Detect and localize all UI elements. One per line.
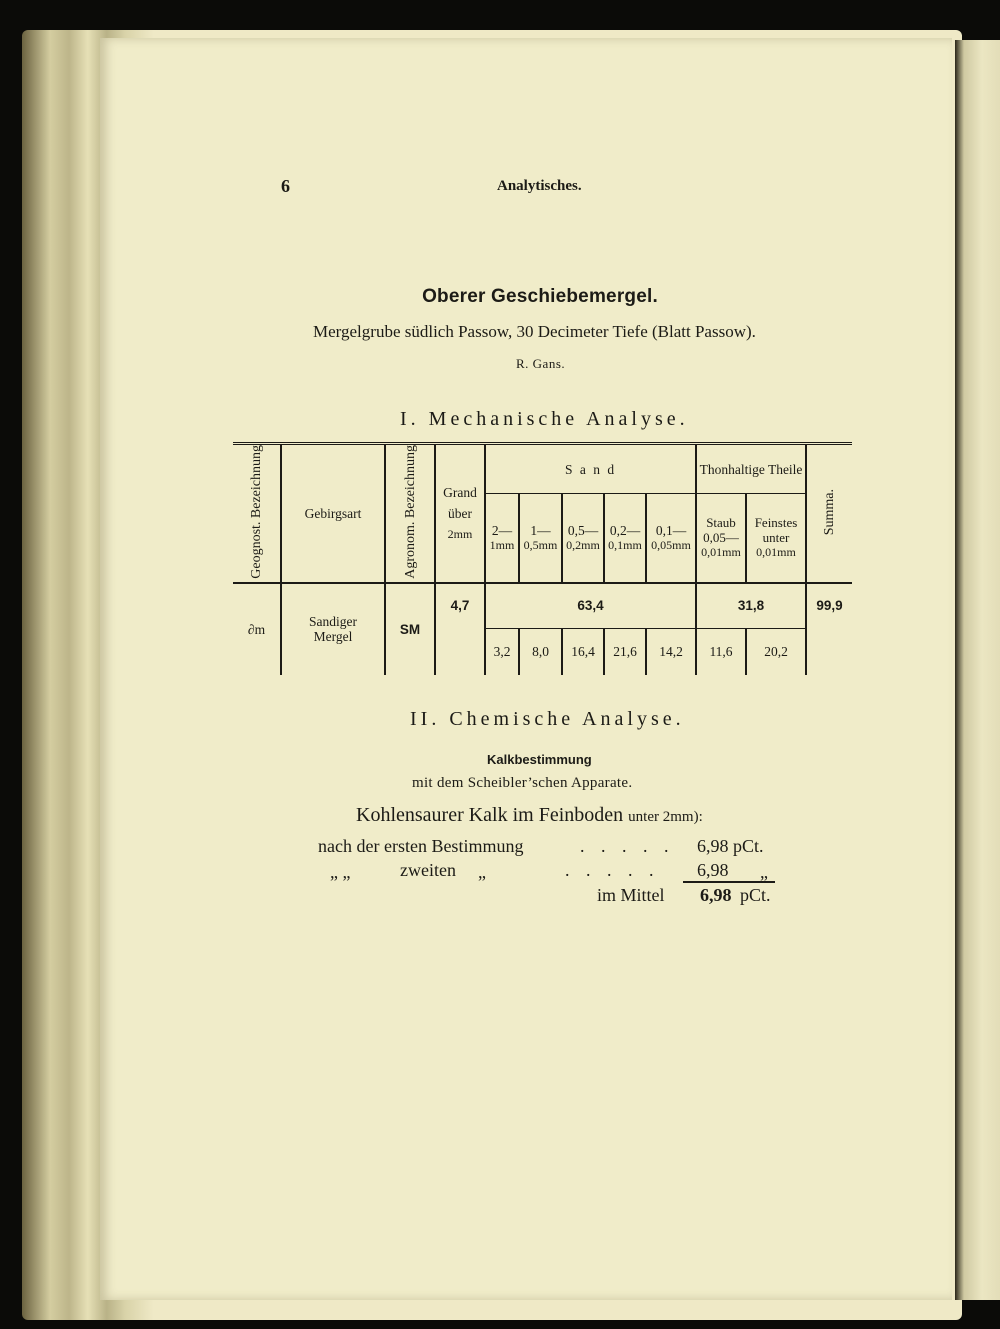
cell-grand: 4,7 xyxy=(435,583,485,675)
header-feinstes: Feinstes unter 0,01mm xyxy=(746,494,806,583)
first-dots: . . . . . xyxy=(580,836,675,856)
second-unit-ditto: „ xyxy=(760,862,768,882)
author: R. Gans. xyxy=(516,356,566,371)
page-number: 6 xyxy=(281,176,290,196)
mean-unit: pCt. xyxy=(740,885,771,905)
cell-feinstes: 20,2 xyxy=(746,628,806,675)
cell-sand-5: 14,2 xyxy=(646,628,696,675)
header-sand: S a n d xyxy=(485,444,696,494)
mean-label: im Mittel xyxy=(597,885,665,905)
first-measurement-value: 6,98 pCt. xyxy=(697,836,764,856)
running-title: Analytisches. xyxy=(497,178,582,194)
cell-staub: 11,6 xyxy=(696,628,746,675)
mean-value: 6,98 xyxy=(700,885,732,905)
header-sand-2: 1— 0,5mm xyxy=(519,494,562,583)
header-sand-4: 0,2— 0,1mm xyxy=(604,494,646,583)
section-heading-chemical: II. Chemische Analyse. xyxy=(410,708,685,730)
header-geognost: Geognost. Bezeichnung xyxy=(233,444,281,583)
cell-agronom: SM xyxy=(385,583,435,675)
sum-rule xyxy=(683,881,775,883)
cell-sand-3: 16,4 xyxy=(562,628,604,675)
cell-gebirgsart: Sandiger Mergel xyxy=(281,583,385,675)
cell-thon-total: 31,8 xyxy=(696,583,806,629)
header-thon: Thonhaltige Theile xyxy=(696,444,806,494)
header-summa: Summa. xyxy=(806,444,852,583)
facing-page-edge xyxy=(955,40,1000,1300)
header-agronom: Agronom. Bezeichnung xyxy=(385,444,435,583)
kalk-heading: Kalkbestimmung xyxy=(487,752,592,767)
second-dots: . . . . . xyxy=(565,860,660,880)
header-grand: Grand über 2mm xyxy=(435,444,485,583)
header-sand-3: 0,5— 0,2mm xyxy=(562,494,604,583)
header-staub: Staub 0,05— 0,01mm xyxy=(696,494,746,583)
cell-geognost: ∂m xyxy=(233,583,281,675)
cell-sand-2: 8,0 xyxy=(519,628,562,675)
page-title: Oberer Geschiebemergel. xyxy=(422,286,658,307)
cell-summa: 99,9 xyxy=(806,583,852,675)
subtitle: Mergelgrube südlich Passow, 30 Decimeter Tiefe (Blatt Passow). xyxy=(313,322,756,341)
kalk-main-line: Kohlensaurer Kalk im Feinboden unter 2mm): xyxy=(356,804,703,826)
ditto-marks: „ „ xyxy=(330,862,351,882)
section-heading-mechanical: I. Mechanische Analyse. xyxy=(400,408,689,430)
ditto-mark-2: „ xyxy=(478,862,486,882)
cell-sand-4: 21,6 xyxy=(604,628,646,675)
cell-sand-total: 63,4 xyxy=(485,583,696,629)
kalk-method: mit dem Scheibler’schen Apparate. xyxy=(412,775,633,791)
second-measurement-value: 6,98 xyxy=(697,860,729,880)
second-measurement-label: zweiten xyxy=(400,860,456,880)
cell-sand-1: 3,2 xyxy=(485,628,519,675)
header-sand-5: 0,1— 0,05mm xyxy=(646,494,696,583)
mechanical-analysis-table xyxy=(233,442,852,675)
header-gebirgsart: Gebirgsart xyxy=(281,444,385,583)
first-measurement-label: nach der ersten Bestimmung xyxy=(318,836,524,856)
header-sand-1: 2— 1mm xyxy=(485,494,519,583)
